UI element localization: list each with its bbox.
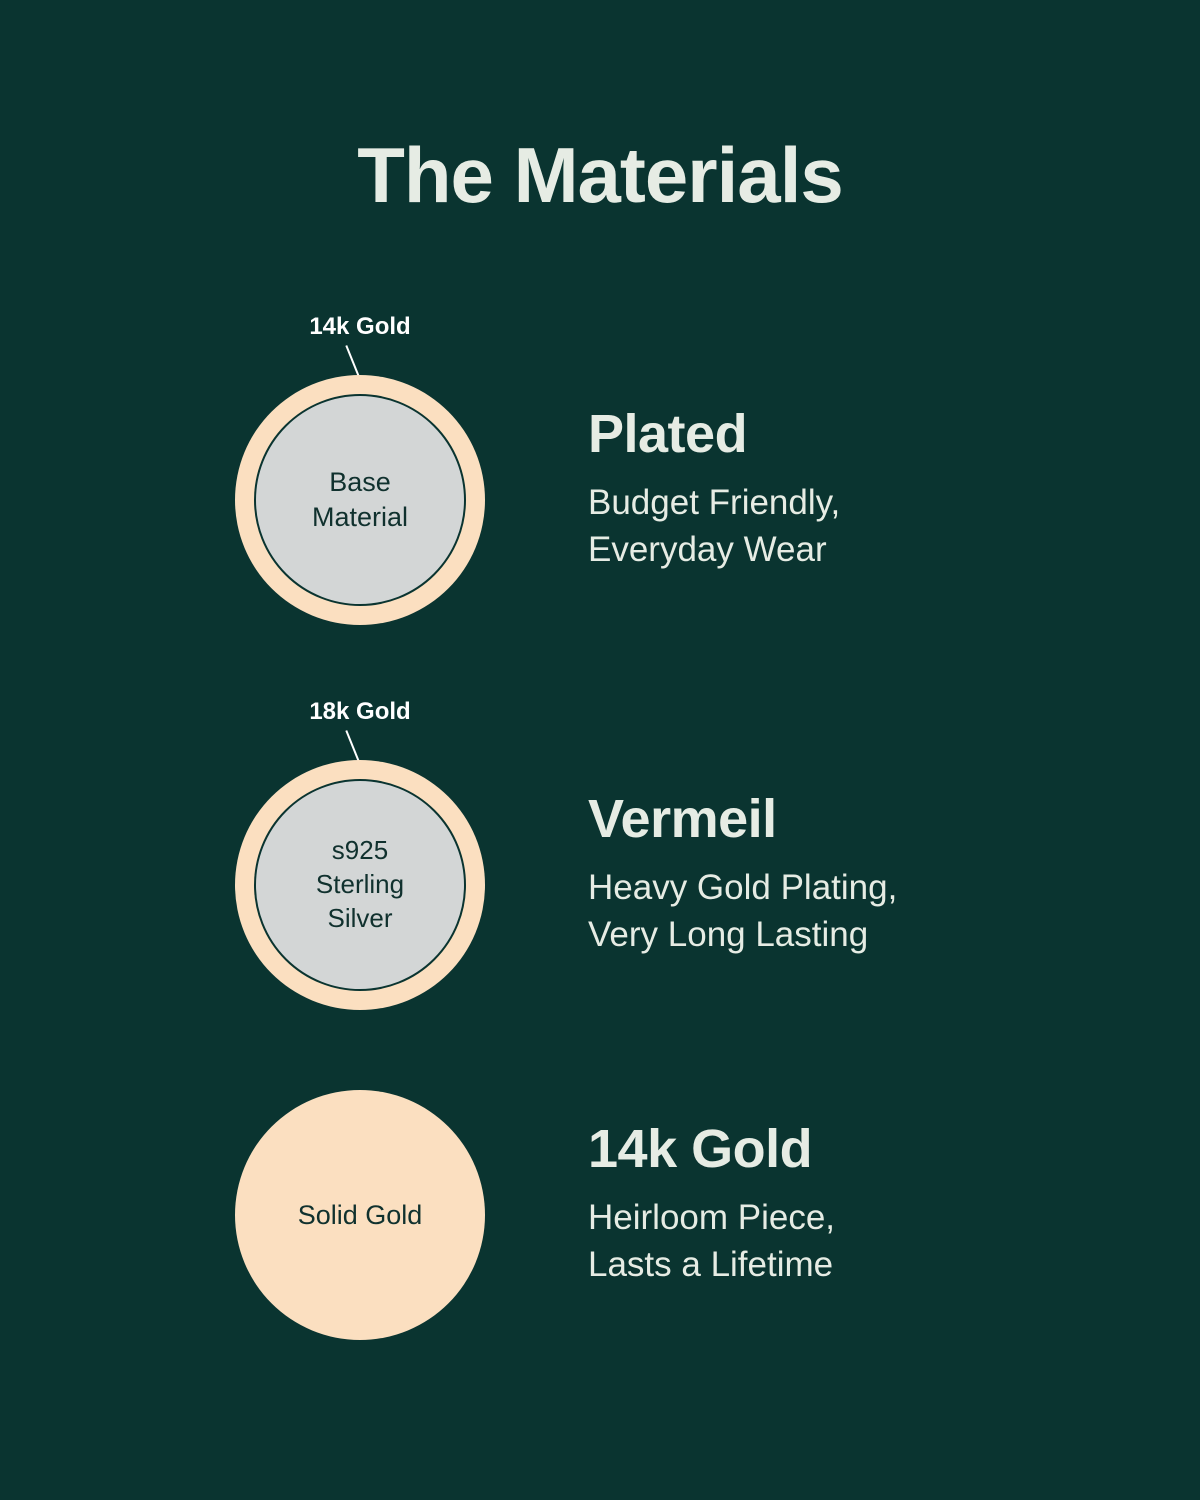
solid-gold-core-label: Solid Gold — [297, 1199, 423, 1230]
vermeil-core-label: s925 Sterling Silver — [315, 835, 405, 933]
vermeil-diagram — [235, 698, 495, 1020]
material-row-vermeil — [0, 698, 1200, 1020]
solid-gold-core — [235, 1090, 485, 1340]
plated-title: Plated — [588, 404, 748, 464]
page-title: The Materials — [357, 131, 843, 219]
vermeil-core — [254, 779, 466, 991]
leader-line-icon — [345, 730, 360, 762]
solid-gold-description: Heirloom Piece, Lasts a Lifetime — [588, 1198, 836, 1285]
plated-description: Budget Friendly, Everyday Wear — [588, 483, 841, 570]
vermeil-description: Heavy Gold Plating, Very Long Lasting — [588, 868, 898, 955]
plated-callout-label: 14k Gold — [309, 313, 411, 340]
plated-diagram — [235, 313, 495, 635]
solid-gold-title: 14k Gold — [588, 1119, 813, 1179]
vermeil-callout-label: 18k Gold — [309, 698, 411, 725]
vermeil-info — [588, 788, 1148, 959]
solid-gold-info — [588, 1118, 1148, 1289]
plated-core — [254, 394, 466, 606]
material-row-plated — [0, 313, 1200, 635]
material-row-solid-gold — [0, 1090, 1200, 1350]
vermeil-title: Vermeil — [588, 789, 777, 849]
solid-gold-diagram — [235, 1090, 495, 1350]
plated-info — [588, 403, 1148, 574]
leader-line-icon — [345, 345, 360, 377]
plated-core-label: Base Material — [311, 466, 409, 532]
